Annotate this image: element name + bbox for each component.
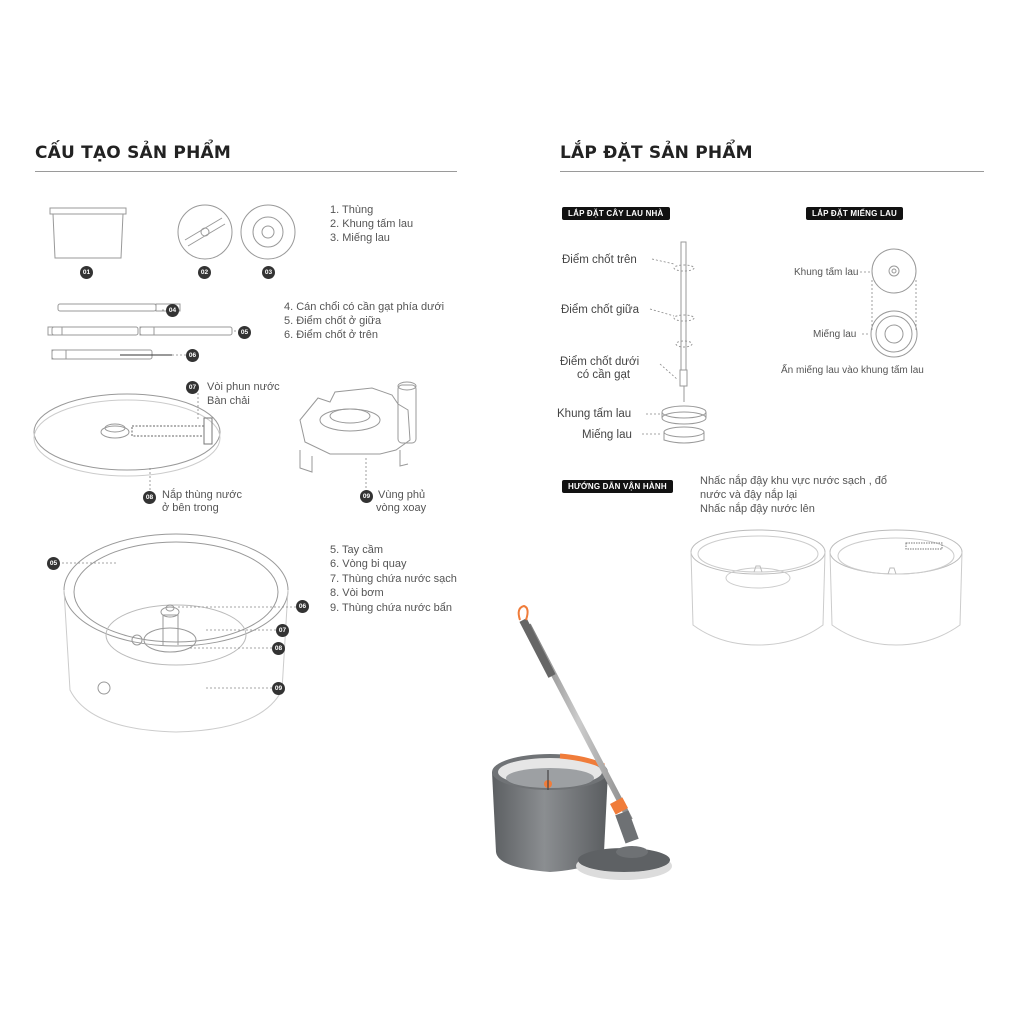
parts-list-3-item-4: 8. Vòi bơm — [330, 587, 384, 599]
badge-09: 09 — [360, 490, 373, 503]
tag-operation-guide: HƯỚNG DẪN VẬN HÀNH — [562, 480, 673, 493]
badge-04: 04 — [166, 304, 179, 317]
parts-list-2-item-1: 4. Cán chổi có cần gạt phía dưới — [284, 301, 445, 313]
label-middle-pin: Điểm chốt giữa — [561, 304, 640, 316]
guide-line-2: nước và đậy nắp lại — [700, 489, 798, 501]
callout-08-line-1: Nắp thùng nước — [162, 489, 243, 501]
left-section-title: CẤU TẠO SẢN PHẨM — [35, 143, 231, 163]
right-section-title: LẮP ĐẶT SẢN PHẨM — [560, 143, 753, 163]
label-mop-frame: Khung tấm lau — [557, 408, 632, 420]
parts-list-1-item-1: 1. Thùng — [330, 204, 374, 216]
badge-06: 06 — [186, 349, 199, 362]
parts-list-3-item-3: 7. Thùng chứa nước sạch — [330, 573, 457, 585]
callout-07-line-1: Vòi phun nước — [207, 381, 280, 393]
label-bottom-pin-line-1: Điểm chốt dưới — [560, 356, 640, 368]
callout-09-line-1: Vùng phủ — [378, 489, 426, 501]
parts-list-1-item-2: 2. Khung tấm lau — [330, 218, 414, 230]
badge-08-bucket: 08 — [272, 642, 285, 655]
label-pad: Miếng lau — [813, 329, 857, 340]
badge-07-bucket: 07 — [276, 624, 289, 637]
tag-install-mop: LẮP ĐẶT CÂY LAU NHÀ — [562, 207, 670, 220]
label-press-pad: Ấn miếng lau vào khung tấm lau — [781, 365, 924, 376]
guide-line-1: Nhấc nắp đậy khu vực nước sạch , đổ — [700, 475, 888, 487]
badge-06-bucket: 06 — [296, 600, 309, 613]
label-mop-pad: Miếng lau — [582, 429, 632, 441]
callout-09-line-2: vòng xoay — [376, 502, 427, 514]
label-pad-frame: Khung tấm lau — [794, 267, 859, 278]
badge-03: 03 — [262, 266, 275, 279]
tag-install-pad: LẮP ĐẶT MIẾNG LAU — [806, 207, 903, 220]
badge-05-bucket: 05 — [47, 557, 60, 570]
badge-05: 05 — [238, 326, 251, 339]
badge-02: 02 — [198, 266, 211, 279]
parts-list-2-item-3: 6. Điểm chốt ở trên — [284, 329, 379, 341]
badge-07: 07 — [186, 381, 199, 394]
parts-list-2-item-2: 5. Điểm chốt ở giữa — [284, 315, 382, 327]
label-bottom-pin-line-2: có cần gạt — [577, 369, 631, 381]
parts-list-1-item-3: 3. Miếng lau — [330, 232, 390, 244]
parts-list-3-item-5: 9. Thùng chứa nước bẩn — [330, 602, 453, 614]
parts-list-3-item-2: 6. Vòng bi quay — [330, 558, 407, 570]
callout-08-line-2: ở bên trong — [162, 502, 219, 514]
badge-01: 01 — [80, 266, 93, 279]
callout-07-line-2: Bàn chải — [207, 395, 250, 407]
label-top-pin: Điểm chốt trên — [562, 254, 637, 266]
badge-08: 08 — [143, 491, 156, 504]
badge-09-bucket: 09 — [272, 682, 285, 695]
parts-list-3-item-1: 5. Tay cầm — [330, 544, 383, 556]
guide-line-3: Nhấc nắp đậy nước lên — [700, 503, 815, 515]
